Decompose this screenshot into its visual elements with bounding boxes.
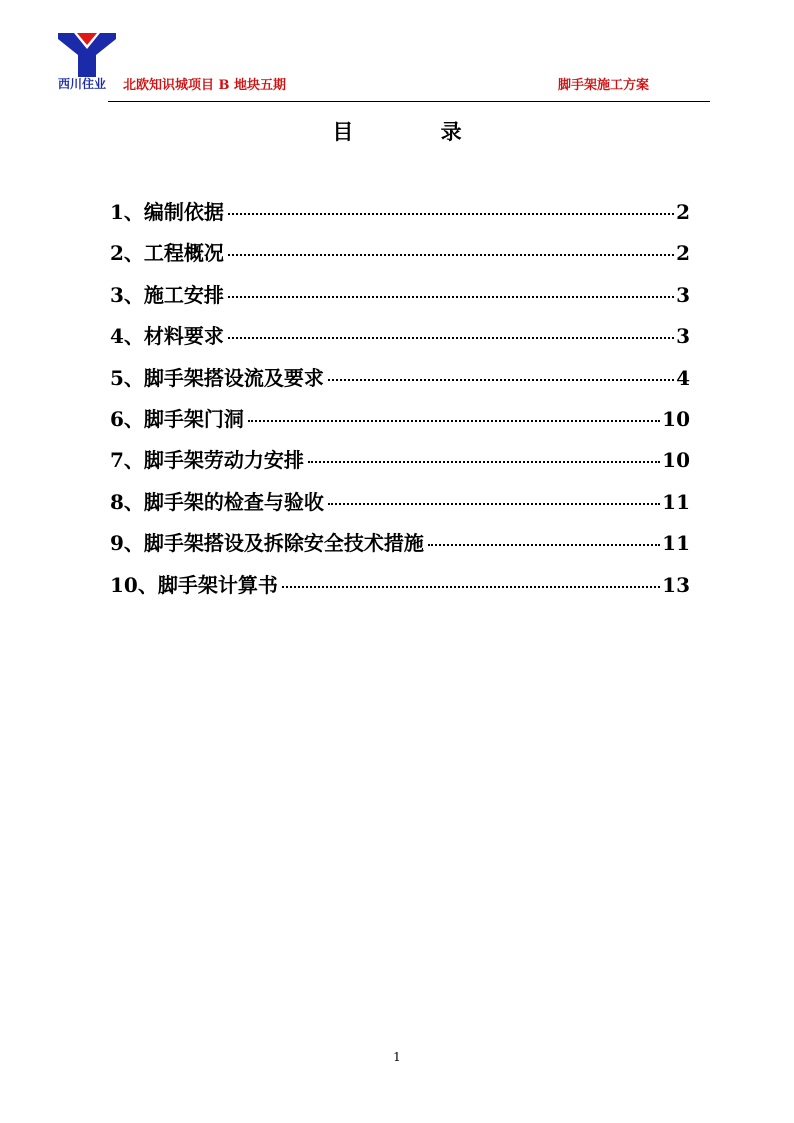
toc-leader-dots xyxy=(228,213,674,215)
toc-entry[interactable] xyxy=(110,486,690,527)
toc-entry-label: 1、编制依据 xyxy=(110,200,224,224)
toc-entry-label: 4、材料要求 xyxy=(110,324,224,349)
toc-entry-label: 10、脚手架计算书 xyxy=(110,572,278,597)
toc-entry-label: 3、施工安排 xyxy=(110,282,224,307)
logo-text: 西川住业 xyxy=(58,77,107,91)
toc-entry-label: 7、脚手架劳动力安排 xyxy=(110,448,304,473)
toc-leader-dots xyxy=(428,544,660,546)
table-of-contents xyxy=(110,196,690,610)
toc-leader-dots xyxy=(328,503,660,505)
toc-entry-label: 9、脚手架搭设及拆除安全技术措施 xyxy=(110,531,424,556)
toc-leader-dots xyxy=(228,254,674,256)
toc-entry-page: 13 xyxy=(662,572,690,597)
toc-entry-label: 6、脚手架门洞 xyxy=(110,406,244,431)
toc-leader-dots xyxy=(308,461,660,463)
company-logo-icon xyxy=(58,33,116,77)
toc-leader-dots xyxy=(228,337,674,339)
toc-entry-page: 11 xyxy=(662,489,690,514)
toc-leader-dots xyxy=(248,420,660,422)
toc-entry-page: 11 xyxy=(662,531,690,556)
toc-entry-page: 2 xyxy=(676,241,690,266)
toc-entry-page: 4 xyxy=(676,365,690,390)
toc-title: 目 录 xyxy=(332,119,502,144)
toc-entry[interactable] xyxy=(110,527,690,568)
toc-entry-page: 2 xyxy=(676,200,690,224)
toc-entry[interactable] xyxy=(110,320,690,361)
toc-entry-page: 10 xyxy=(662,406,690,431)
toc-leader-dots xyxy=(328,379,674,381)
toc-entry[interactable] xyxy=(110,279,690,320)
toc-entry-label: 5、脚手架搭设流及要求 xyxy=(110,365,324,390)
toc-entry[interactable] xyxy=(110,362,690,403)
toc-entry[interactable] xyxy=(110,237,690,278)
toc-entry[interactable] xyxy=(110,196,690,237)
toc-entry-page: 10 xyxy=(662,448,690,473)
toc-entry-page: 3 xyxy=(676,282,690,307)
toc-leader-dots xyxy=(228,296,674,298)
toc-leader-dots xyxy=(282,586,660,588)
toc-entry[interactable] xyxy=(110,569,690,610)
header-divider xyxy=(108,101,710,102)
header-project-name: 北欧知识城项目 B 地块五期 xyxy=(123,78,287,93)
company-logo xyxy=(58,33,116,91)
toc-entry[interactable] xyxy=(110,403,690,444)
toc-entry-label: 8、脚手架的检查与验收 xyxy=(110,489,324,514)
toc-entry-label: 2、工程概况 xyxy=(110,241,224,266)
header-document-title: 脚手架施工方案 xyxy=(558,78,650,93)
toc-entry-page: 3 xyxy=(676,324,690,349)
toc-entry[interactable] xyxy=(110,444,690,485)
page-number: 1 xyxy=(393,1050,401,1064)
